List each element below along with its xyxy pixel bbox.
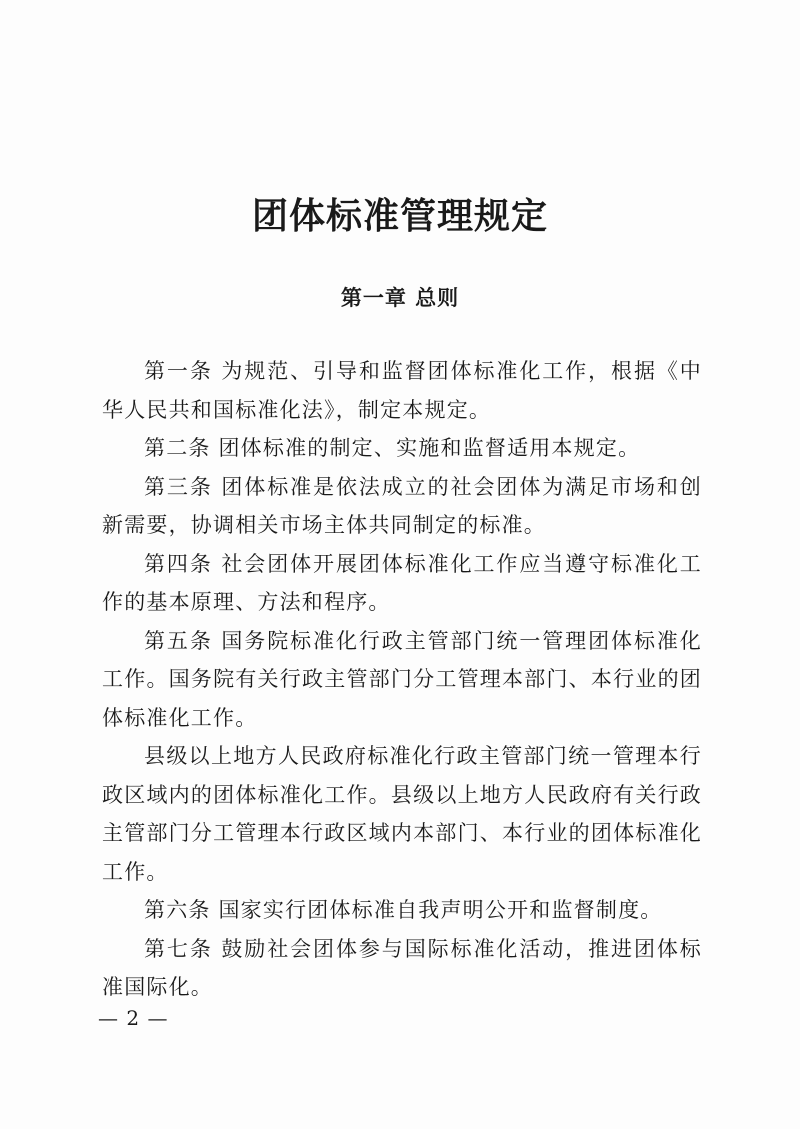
paragraph-article-6: 第六条 国家实行团体标准自我声明公开和监督制度。 [144, 898, 663, 922]
paragraph-article-4: 第四条 社会团体开展团体标准化工作应当遵守标准化工作的基本原理、方法和程序。 [102, 551, 702, 614]
document-title: 团体标准管理规定 [251, 195, 548, 237]
paragraph-article-2: 第二条 团体标准的制定、实施和监督适用本规定。 [144, 436, 641, 460]
page-number: — 2 — [98, 1006, 169, 1030]
chapter-heading: 第一章 总则 [340, 286, 460, 310]
paragraph-article-5: 第五条 国务院标准化行政主管部门统一管理团体标准化工作。国务院有关行政主管部门分工管理本部门、本行业的团体标准化工作。 [102, 628, 702, 730]
paragraph-article-5-clause-2: 县级以上地方人民政府标准化行政主管部门统一管理本行政区域内的团体标准化工作。县级以上地方人民政府有关行政主管部门分工管理本行政区域内本部门、本行业的团体标准化工作。 [102, 744, 702, 884]
paragraph-article-1: 第一条 为规范、引导和监督团体标准化工作，根据《中华人民共和国标准化法》，制定本规定。 [102, 359, 702, 422]
document-body [102, 352, 702, 1007]
paragraph-article-7: 第七条 鼓励社会团体参与国际标准化活动，推进团体标准国际化。 [102, 936, 702, 999]
paragraph-article-3: 第三条 团体标准是依法成立的社会团体为满足市场和创新需要，协调相关市场主体共同制定的标准。 [102, 474, 702, 537]
